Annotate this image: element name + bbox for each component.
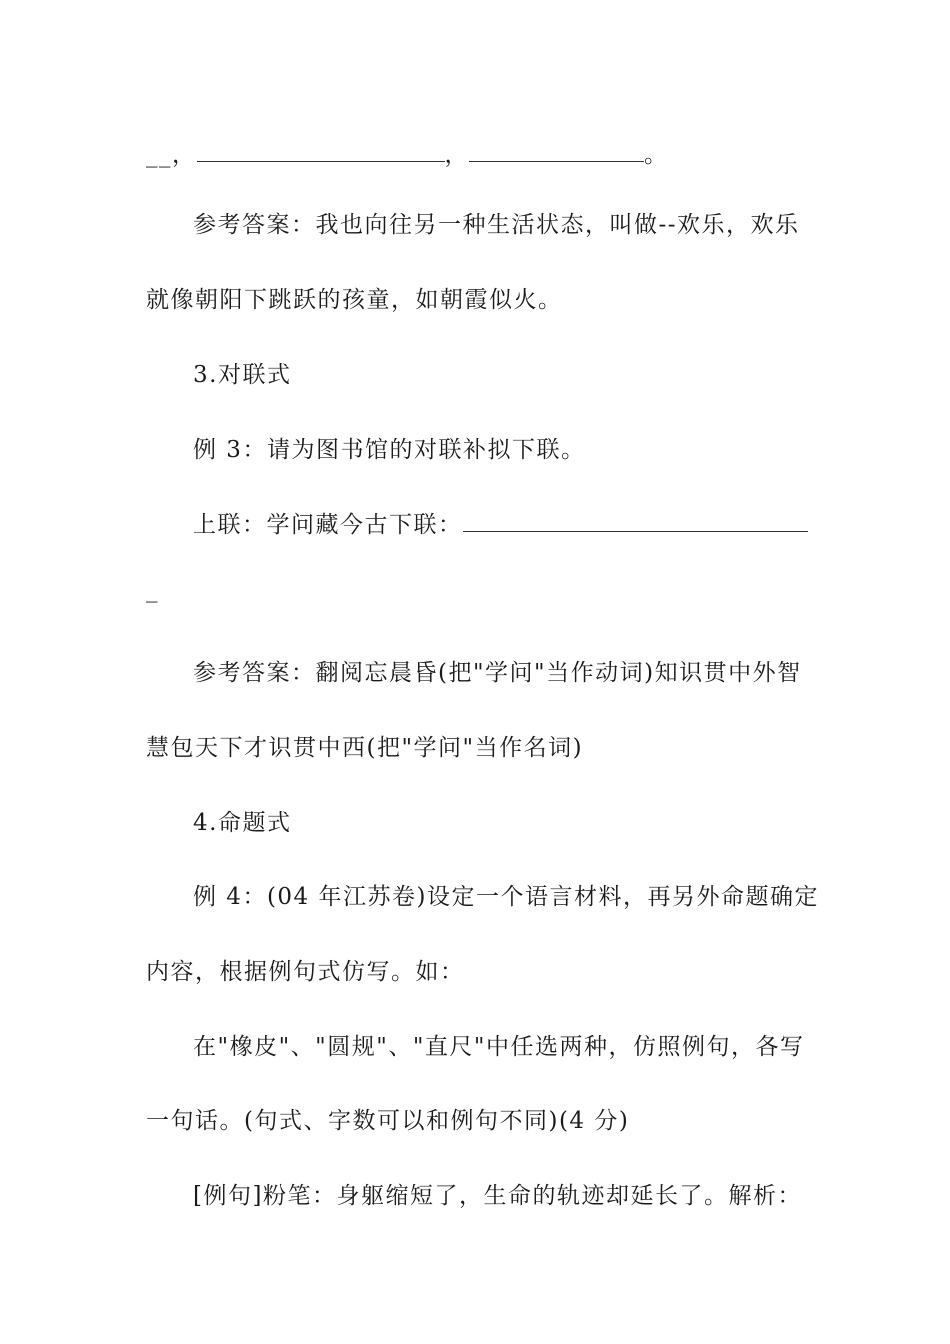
example-sentence-line: [例句]粉笔：身躯缩短了，生命的轨迹却延长了。解析： <box>193 1183 802 1209</box>
section-3-heading: 3.对联式 <box>193 362 292 388</box>
answer-1-line-2: 就像朝阳下跳跃的孩童，如朝霞似火。 <box>146 287 563 313</box>
answer-3-line-1: 参考答案：翻阅忘晨昏(把"学问"当作动词)知识贯中外智 <box>193 660 802 686</box>
example-3-prompt: 例 3：请为图书馆的对联补拟下联。 <box>193 437 586 463</box>
task-4-line-1: 在"橡皮"、"圆规"、"直尺"中任选两种，仿照例句，各写 <box>193 1034 805 1060</box>
task-4-line-2: 一句话。(句式、字数可以和例句不同)(4 分) <box>146 1108 630 1134</box>
couplet-trailing-underscore: _ <box>146 577 159 603</box>
comma: ， <box>444 142 469 168</box>
period: 。 <box>644 142 669 168</box>
blank-lead: __ <box>146 142 172 168</box>
example-4-line-1: 例 4：(04 年江苏卷)设定一个语言材料，再另外命题确定 <box>193 884 819 910</box>
blank-line-2 <box>469 143 644 162</box>
couplet-label: 上联：学问藏今古下联： <box>193 512 463 538</box>
comma: ， <box>172 142 197 168</box>
answer-1-line-1: 参考答案：我也向往另一种生活状态，叫做--欢乐，欢乐 <box>193 212 800 238</box>
couplet-blank-line <box>463 513 808 532</box>
couplet-row <box>193 510 808 540</box>
blank-line-1 <box>197 143 445 162</box>
answer-3-line-2: 慧包天下才识贯中西(把"学问"当作名词) <box>146 735 584 761</box>
example-4-line-2: 内容，根据例句式仿写。如： <box>146 959 465 985</box>
section-4-heading: 4.命题式 <box>193 810 292 836</box>
fill-in-blank-row <box>146 140 669 170</box>
